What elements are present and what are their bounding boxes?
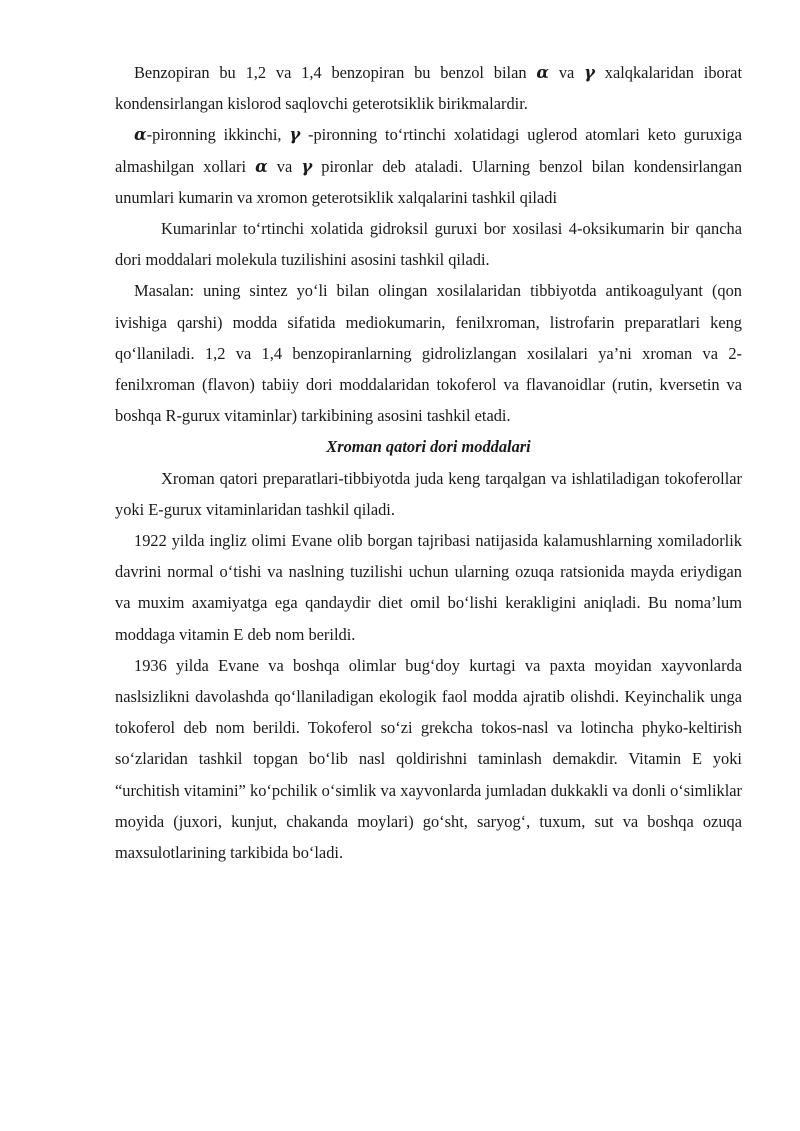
paragraph-masalan: Masalan: uning sintez yo‘li bilan olingan xosilalaridan tibbiyotda antikoagulyant (qon ivishiga qarshi) modda sifatida mediokumarin, fenilxroman, listrofarin preparatlari keng qo‘llaniladi. 1,2 va 1,4 benzopiranlarning gidrolizlangan xosilalari ya’ni xroman va 2-fenilxroman (flavon) tabiiy dori moddalaridan tokoferol va flavanoidlar (rutin, kversetin va boshqa R-gurux vitaminlar) tarkibining asosini tashkil etadi. xyxy=(115,281,742,426)
text-fragment: pironlar deb ataladi. Ularning benzol bilan kondensirlangan unumlari kumarin va xromon geterotsiklik xalqalarini tashkil qiladi xyxy=(115,156,743,207)
text-fragment: va xyxy=(267,156,302,176)
paragraph-pironlar xyxy=(115,119,742,213)
document-page xyxy=(115,57,742,868)
paragraph-benzopiran-definition xyxy=(115,57,742,119)
alpha-symbol: α xyxy=(255,156,268,176)
paragraph-kumarinlar: Kumarinlar to‘rtinchi xolatida gidroksil guruxi bor xosilasi 4-oksikumarin bir qancha dori moddalari molekula tuzilishini asosini tashkil qiladi. xyxy=(115,219,742,270)
paragraph-xroman-preparatlari: Xroman qatori preparatlari-tibbiyotda juda keng tarqalgan va ishlatiladigan tokoferollar yoki E-gurux vitaminlaridan tashkil qiladi. xyxy=(115,468,742,519)
gamma-symbol: γ xyxy=(289,125,301,145)
text-fragment: va xyxy=(549,63,585,82)
section-heading: Xroman qatori dori moddalari xyxy=(326,437,531,457)
text-fragment: -pironning to‘rtinchi xolatidagi uglerod atomlari keto guruxiga almashilgan xollari xyxy=(115,125,742,176)
text-fragment: -pironning ikkinchi, xyxy=(146,125,290,145)
text-fragment: xalqkalaridan iborat kondensirlangan kislorod saqlovchi geterotsiklik birikmalardir. xyxy=(115,63,743,114)
gamma-symbol: γ xyxy=(301,156,313,176)
paragraph-1922: 1922 yilda ingliz olimi Evane olib borgan tajribasi natijasida kalamushlarning xomiladorlik davrini normal o‘tishi va naslning tuzilishi uchun ularning ozuqa ratsionida mayda eriydigan va muxim axamiyatga ega qandaydir diet omil bo‘lishi kerakligini aniqladi. Bu noma’lum moddaga vitamin E deb nom berildi. xyxy=(115,531,742,644)
gamma-symbol: γ xyxy=(584,63,595,82)
text-fragment: Benzopiran bu 1,2 va 1,4 benzopiran bu benzol bilan xyxy=(134,63,537,82)
alpha-symbol: α xyxy=(134,125,147,145)
paragraph-1936: 1936 yilda Evane va boshqa olimlar bug‘doy kurtagi va paxta moyidan xayvonlarda naslsizlikni davolashda qo‘llaniladigan ekologik faol modda ajratib olishdi. Keyinchalik unga tokoferol deb nom berildi. Tokoferol so‘zi grekcha tokos-nasl va lotincha phyko-keltirish so‘zlaridan tashkil topgan bo‘lib nasl qoldirishni taminlash demakdir. Vitamin E yoki “urchitish vitamini” ko‘pchilik o‘simlik va xayvonlarda jumladan dukkakli va donli o‘simliklar moyida (juxori, kunjut, chakanda moylari) go‘sht, saryog‘, tuxum, sut va boshqa ozuqa maxsulotlarining tarkibida bo‘ladi. xyxy=(115,655,742,863)
alpha-symbol: α xyxy=(536,63,550,82)
